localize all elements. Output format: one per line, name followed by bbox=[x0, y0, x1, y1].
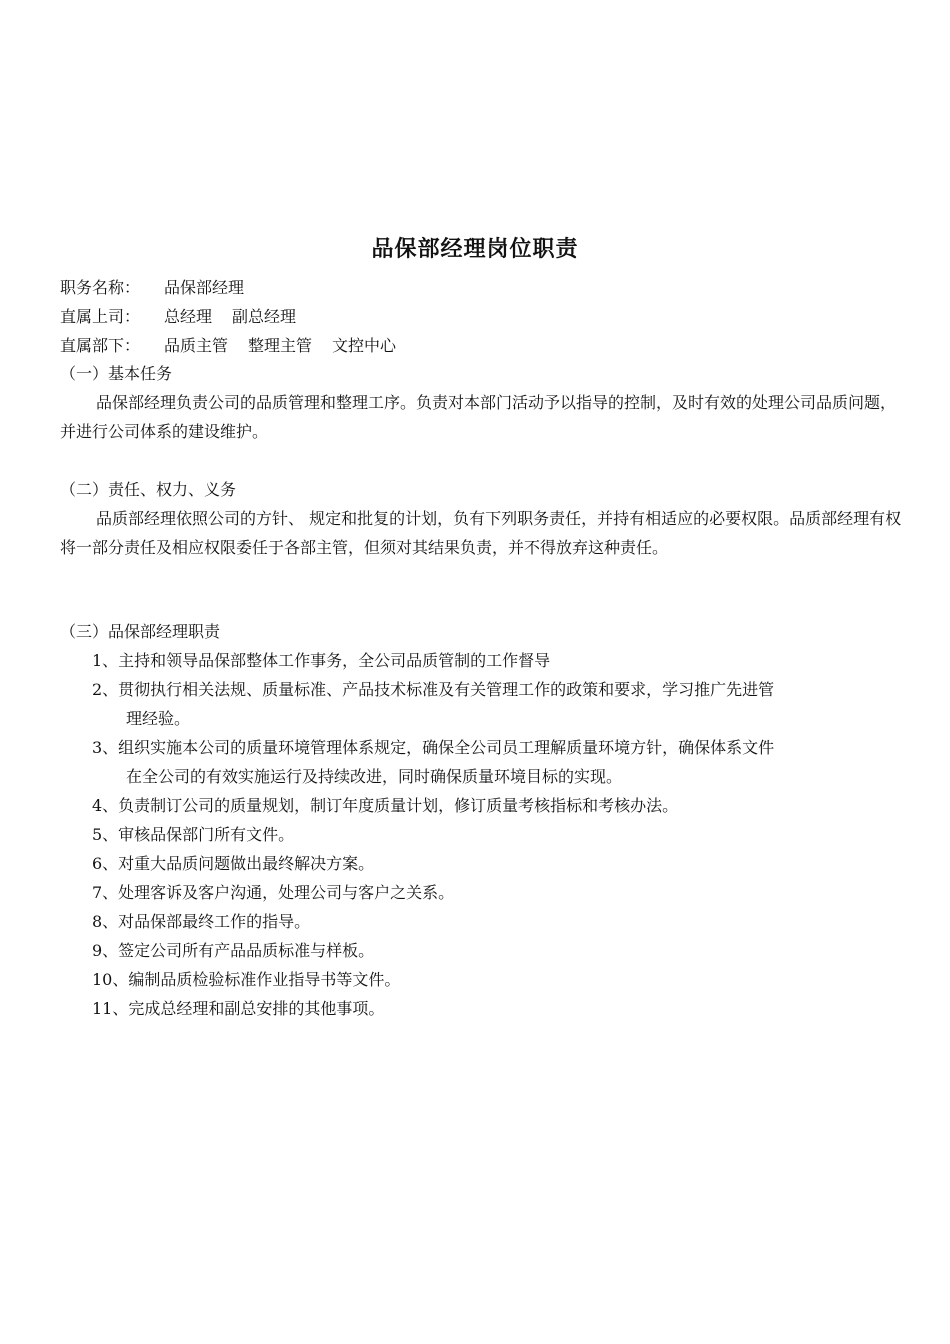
field-label: 职务名称： bbox=[60, 278, 141, 297]
list-item bbox=[92, 849, 907, 878]
field-direct-subordinates bbox=[60, 336, 396, 356]
list-item-text: 5、审核品保部门所有文件。 bbox=[92, 825, 295, 844]
list-item-text: 10、编制品质检验标准作业指导书等文件。 bbox=[92, 970, 401, 989]
list-item bbox=[92, 820, 907, 849]
field-label: 直属部下： bbox=[60, 336, 141, 355]
field-job-title bbox=[60, 278, 244, 298]
list-item bbox=[92, 646, 907, 675]
list-item-text: 4、负责制订公司的质量规划，制订年度质量计划，修订质量考核指标和考核办法。 bbox=[92, 796, 679, 815]
field-value: 品保部经理 bbox=[164, 278, 245, 297]
list-item bbox=[92, 907, 907, 936]
section-paragraph: 品保部经理负责公司的品质管理和整理工序。负责对本部门活动予以指导的控制，及时有效的处理公司品质问题，并进行公司体系的建设维护。 bbox=[60, 393, 897, 441]
field-value: 总经理 bbox=[164, 307, 213, 326]
field-direct-superior bbox=[60, 307, 296, 327]
list-item-continuation: 在全公司的有效实施运行及持续改进，同时确保质量环境目标的实现。 bbox=[126, 767, 623, 786]
list-item-text: 1、主持和领导品保部整体工作事务，全公司品质管制的工作督导 bbox=[92, 651, 551, 670]
list-item-text: 7、处理客诉及客户沟通，处理公司与客户之关系。 bbox=[92, 883, 455, 902]
list-item-text: 9、签定公司所有产品品质标准与样板。 bbox=[92, 941, 375, 960]
list-item-text: 6、对重大品质问题做出最终解决方案。 bbox=[92, 854, 375, 873]
section-paragraph: 品质部经理依照公司的方针、 规定和批复的计划，负有下列职务责任，并持有相适应的必要权限。品质部经理有权将一部分责任及相应权限委任于各部主管，但须对其结果负责，并不得放弃这种责任。 bbox=[60, 509, 902, 557]
list-item-text: 3、组织实施本公司的质量环境管理体系规定，确保全公司员工理解质量环境方针，确保体系文件 bbox=[92, 738, 775, 757]
list-item-text: 2、贯彻执行相关法规、质量标准、产品技术标准及有关管理工作的政策和要求，学习推广先进管 bbox=[92, 680, 775, 699]
document-title: 品保部经理岗位职责 bbox=[371, 237, 579, 262]
field-value: 副总经理 bbox=[232, 307, 297, 326]
list-item bbox=[92, 791, 907, 820]
section-heading: （三）品保部经理职责 bbox=[60, 622, 221, 641]
field-value: 整理主管 bbox=[248, 336, 313, 355]
list-item-continuation: 理经验。 bbox=[126, 709, 191, 728]
list-item bbox=[92, 994, 907, 1023]
list-item bbox=[92, 936, 907, 965]
list-item bbox=[92, 878, 907, 907]
field-label: 直属上司： bbox=[60, 307, 141, 326]
list-item bbox=[92, 965, 907, 994]
list-item-text: 8、对品保部最终工作的指导。 bbox=[92, 912, 311, 931]
list-item bbox=[92, 733, 907, 791]
field-value: 文控中心 bbox=[332, 336, 397, 355]
section-heading: （一）基本任务 bbox=[60, 364, 173, 383]
list-item bbox=[92, 675, 907, 733]
section-heading: （二）责任、权力、义务 bbox=[60, 480, 237, 499]
list-item-text: 11、完成总经理和副总安排的其他事项。 bbox=[92, 999, 385, 1018]
field-value: 品质主管 bbox=[164, 336, 229, 355]
